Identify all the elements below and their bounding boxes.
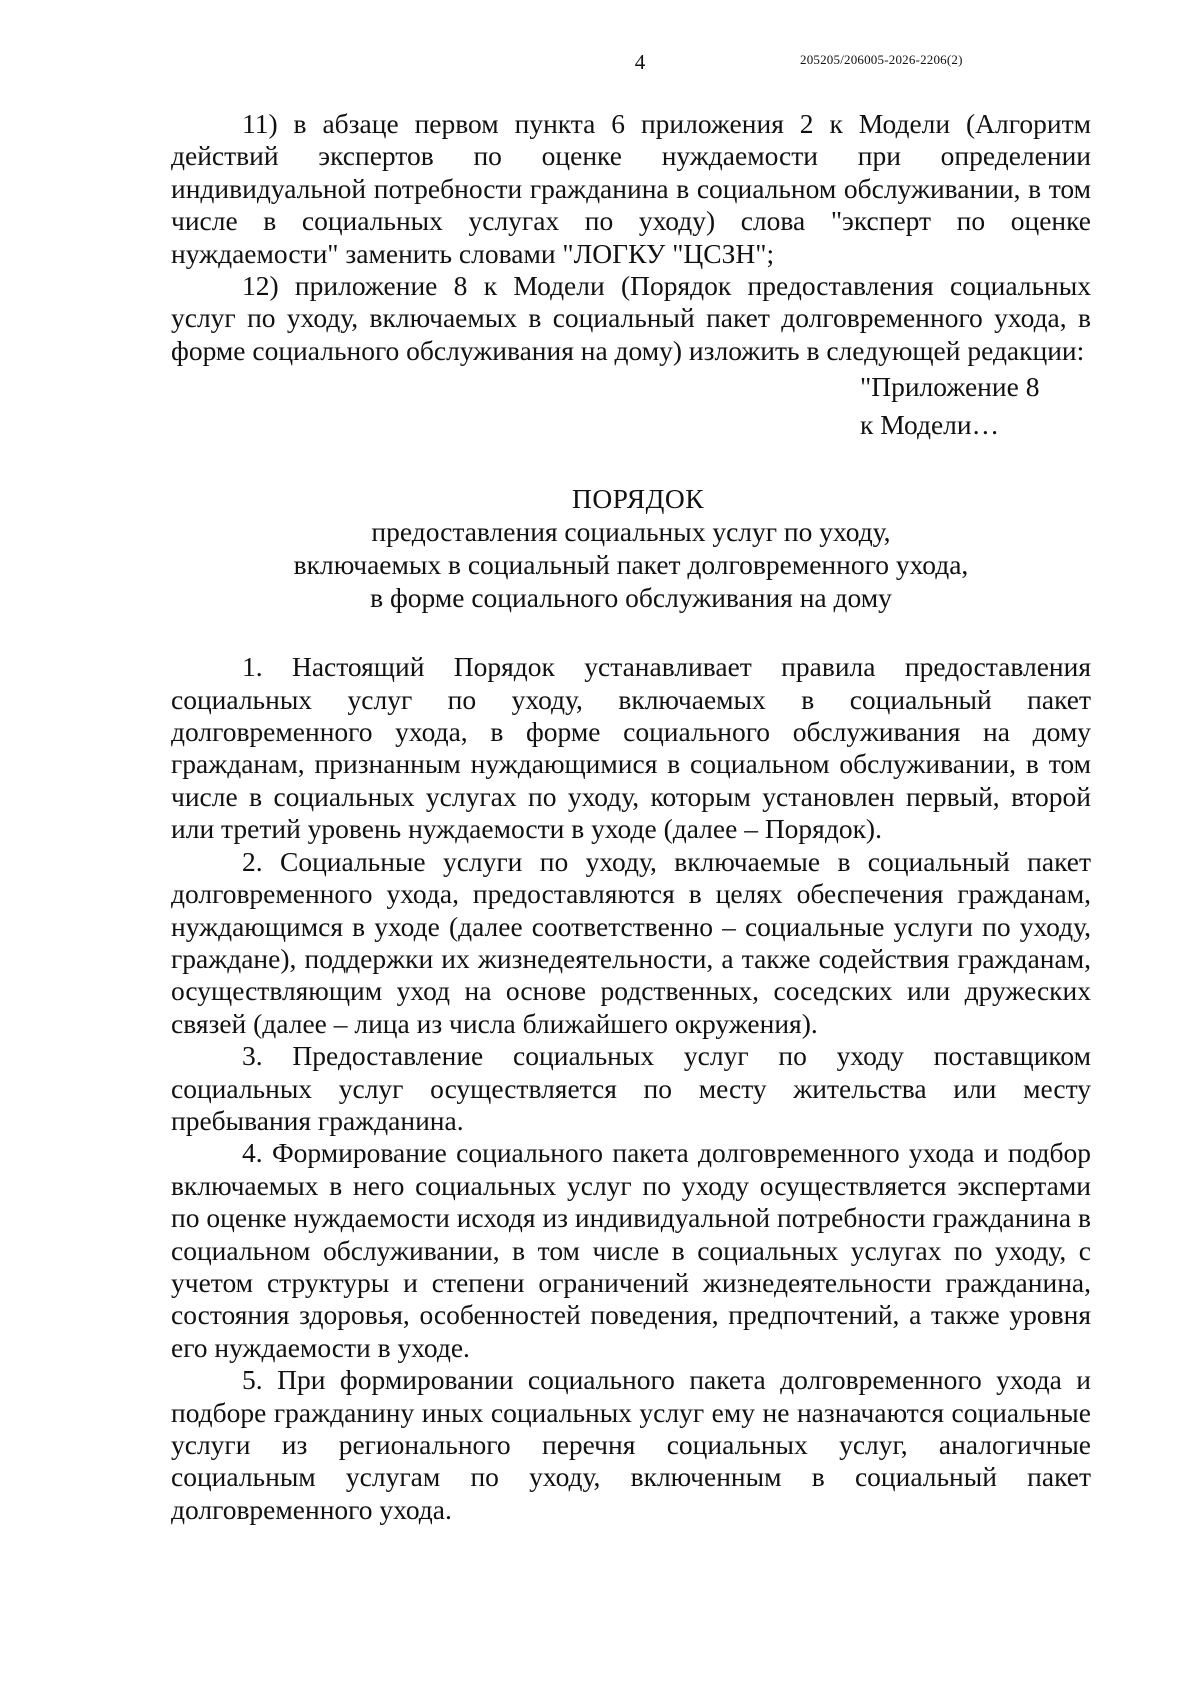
attachment-line-1: "Приложение 8 [860,371,1040,403]
heading-title: ПОРЯДОК [571,483,705,515]
heading-subtitle-line-3: в форме социального обслуживания на дому [370,582,892,614]
attachment-line-2: к Модели… [860,409,1000,441]
paragraph-5: 5. При формировании социального пакета долговременного ухода и подборе гражданину иных социальных услуг ему не назначаются социальные услуги из регионального перечня социальных услуг, аналогичные социальным услугам по уходу, включенным в социальный пакет долговременного ухода. [171,1364,1091,1525]
heading-subtitle-line-1: предоставления социальных услуг по уходу, [371,516,891,548]
paragraph-2: 2. Социальные услуги по уходу, включаемые в социальный пакет долговременного ухода, предоставляются в целях обеспечения гражданам, нуждающимся в уходе (далее соответственно – социальные услуги по уходу, граждане), поддержки их жизнедеятельности, а также содействия гражданам, осуществляющим уход на основе родственных, соседских или дружеских связей (далее – лица из числа ближайшего окружения). [171,845,1091,1039]
amendment-item-12: 12) приложение 8 к Модели (Порядок предоставления социальных услуг по уходу, включаемых в социальный пакет долговременного ухода, в форме социального обслуживания на дому) изложить в следующей редакции: [171,270,1091,366]
amendment-item-11: 11) в абзаце первом пункта 6 приложения 2 к Модели (Алгоритм действий экспертов по оценке нуждаемости при определении индивидуальной потребности гражданина в социальном обслуживании, в том числе в социальных услугах по уходу) слова "эксперт по оценке нуждаемости" заменить словами "ЛОГКУ "ЦСЗН"; [171,108,1091,269]
heading-subtitle-line-2: включаемых в социальный пакет долговременного ухода, [293,549,969,581]
paragraph-1: 1. Настоящий Порядок устанавливает правила предоставления социальных услуг по уходу, включаемых в социальный пакет долговременного ухода, в форме социального обслуживания на дому гражданам, признанным нуждающимися в социальном обслуживании, в том числе в социальных услугах по уходу, которым установлен первый, второй или третий уровень нуждаемости в уходе (далее – Порядок). [171,651,1091,845]
document-body [171,108,1091,1526]
attachment-reference [860,368,1091,444]
section-heading [171,482,1091,614]
page-number: 4 [634,50,646,74]
document-id: 205205/206005-2026-2206(2) [800,52,963,67]
paragraph-4: 4. Формирование социального пакета долговременного ухода и подбор включаемых в него социальных услуг по уходу осуществляется экспертами по оценке нуждаемости исходя из индивидуальной потребности гражданина в социальном обслуживании, в том числе в социальных услугах по уходу, с учетом структуры и степени ограничений жизнедеятельности гражданина, состояния здоровья, особенностей поведения, предпочтений, а также уровня его нуждаемости в уходе. [171,1137,1091,1363]
paragraph-3: 3. Предоставление социальных услуг по уходу поставщиком социальных услуг осуществляется по месту жительства или месту пребывания гражданина. [171,1040,1091,1136]
